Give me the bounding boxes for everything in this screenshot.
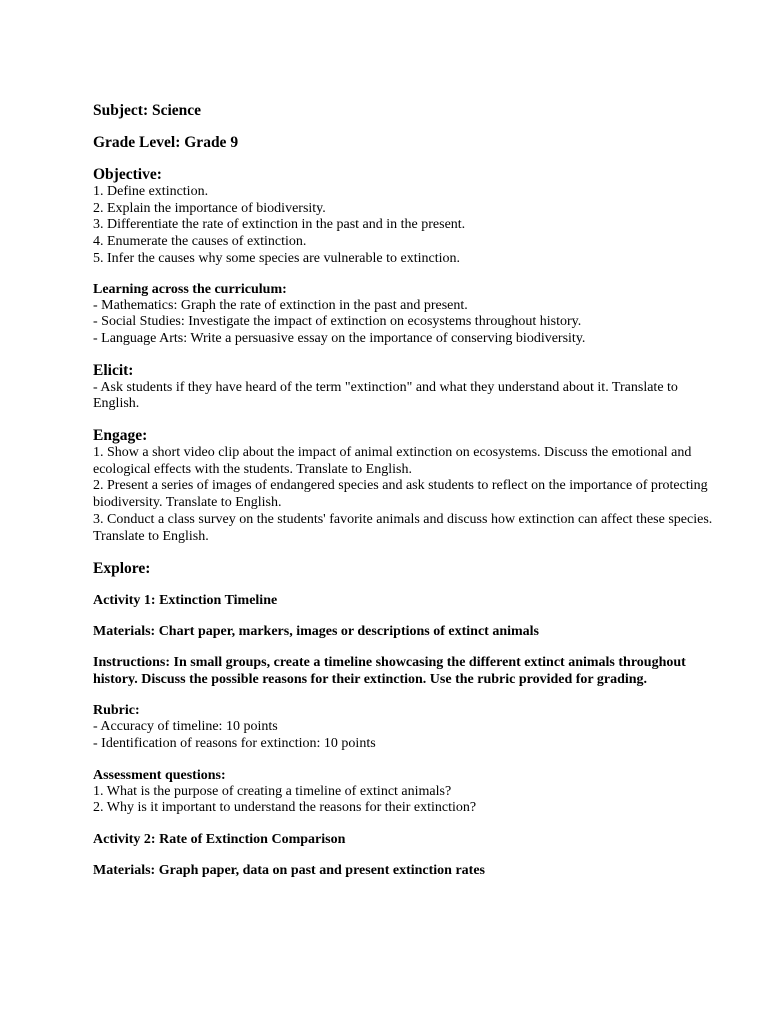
objective-item: 2. Explain the importance of biodiversity. [93, 200, 326, 216]
assessment-heading: Assessment questions: [93, 767, 226, 783]
activity2-materials: Materials: Graph paper, data on past and present extinction rates [93, 863, 485, 879]
rubric-item: - Identification of reasons for extinction: 10 points [93, 735, 376, 751]
elicit-text: - Ask students if they have heard of the term "extinction" and what they understand about it. Translate to English. [93, 379, 678, 412]
grade-level-line: Grade Level: Grade 9 [93, 134, 239, 151]
subject-line: Subject: Science [93, 102, 202, 119]
assessment-item: 2. Why is it important to understand the reasons for their extinction? [93, 800, 477, 816]
activity1-materials: Materials: Chart paper, markers, images or descriptions of extinct animals [93, 624, 539, 640]
objective-list [93, 184, 713, 268]
engage-item: 2. Present a series of images of endangered species and ask students to reflect on the importance of protecting biodiversity. Translate to English. [93, 478, 708, 511]
rubric-item: - Accuracy of timeline: 10 points [93, 719, 278, 735]
curriculum-list [93, 298, 713, 348]
objective-heading: Objective: [93, 166, 162, 183]
curriculum-heading: Learning across the curriculum: [93, 281, 287, 297]
curriculum-item: - Mathematics: Graph the rate of extinction in the past and present. [93, 297, 468, 313]
activity1-instructions: Instructions: In small groups, create a timeline showcasing the different extinct animals throughout history. Discuss the possible reasons for their extinction. Use the rubric provided for grading. [93, 655, 686, 688]
lesson-plan-content [93, 101, 713, 879]
objective-item: 3. Differentiate the rate of extinction in the past and in the present. [93, 217, 466, 233]
activity2-title: Activity 2: Rate of Extinction Comparison [93, 832, 346, 848]
objective-item: 1. Define extinction. [93, 184, 209, 199]
explore-heading: Explore: [93, 560, 151, 578]
elicit-heading: Elicit: [93, 361, 134, 379]
curriculum-item: - Language Arts: Write a persuasive essay on the importance of conserving biodiversity. [93, 330, 586, 346]
assessment-item: 1. What is the purpose of creating a timeline of extinct animals? [93, 783, 452, 799]
rubric-heading: Rubric: [93, 703, 140, 719]
engage-item: 3. Conduct a class survey on the students' favorite animals and discuss how extinction can affect these species. Translate to English. [93, 511, 713, 544]
curriculum-item: - Social Studies: Investigate the impact of extinction on ecosystems throughout history. [93, 314, 582, 330]
engage-list [93, 445, 713, 545]
objective-item: 4. Enumerate the causes of extinction. [93, 234, 307, 250]
activity1-title: Activity 1: Extinction Timeline [93, 593, 278, 609]
engage-heading: Engage: [93, 427, 148, 445]
objective-item: 5. Infer the causes why some species are vulnerable to extinction. [93, 250, 460, 266]
engage-item: 1. Show a short video clip about the impact of animal extinction on ecosystems. Discuss the emotional and ecological effects with the students. Translate to English. [93, 445, 692, 477]
assessment-list [93, 784, 713, 817]
rubric-list [93, 719, 713, 752]
